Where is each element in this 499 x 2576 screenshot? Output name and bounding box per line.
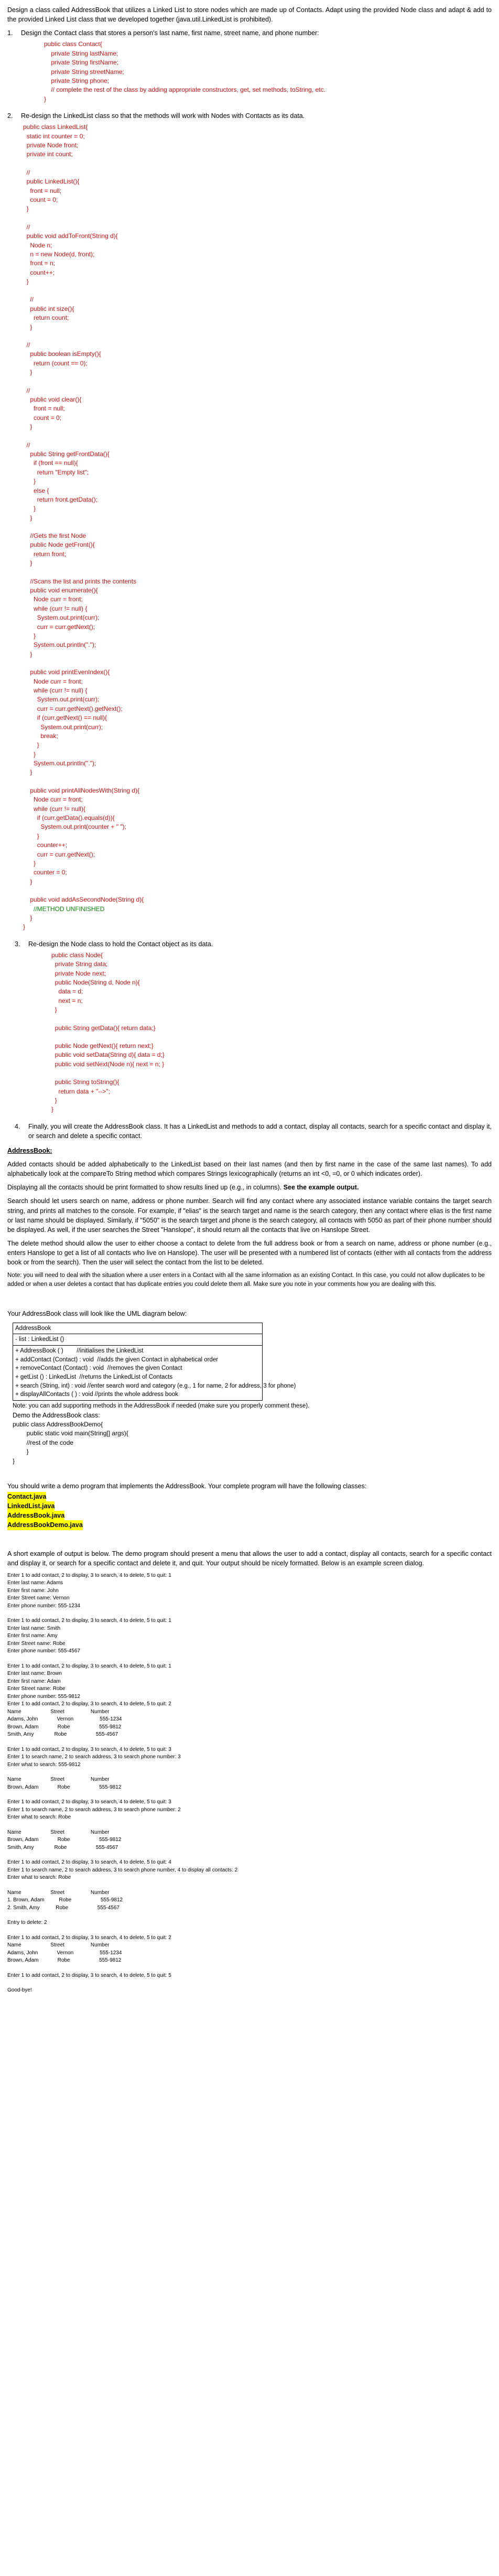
code-line — [51, 1033, 492, 1042]
transcript-line: Enter 1 to search name, 2 to search address, 3 to search phone number: 2 — [7, 1806, 181, 1813]
code-line — [23, 159, 492, 168]
code-line: count = 0; — [23, 414, 62, 421]
step-1 — [7, 28, 492, 38]
transcript-line: Enter first name: John — [7, 1587, 59, 1594]
class-file-name: AddressBookDemo.java — [7, 1520, 83, 1530]
code-line: if (curr.getNext() == null){ — [23, 714, 107, 722]
code-line: front = null; — [23, 187, 62, 194]
transcript-line: Enter 1 to add contact, 2 to display, 3 to search, 4 to delete, 5 to quit: 4 — [7, 1859, 171, 1866]
code-line: while (curr != null) { — [23, 686, 88, 694]
code-line: } — [23, 914, 32, 922]
code-line — [23, 214, 492, 223]
code-line: return front; — [23, 550, 67, 558]
code-line: // — [23, 341, 30, 349]
step-4-text: Finally, you will create the AddressBook class. It has a LinkedList and methods to add a contact, display all contacts, search for a specific contact and display it, or search and delete a specific contact. — [28, 1122, 492, 1140]
code-line: Node curr = front; — [23, 796, 83, 804]
code-line: public static void main(String[] args){ — [13, 1430, 128, 1437]
class-file-name: LinkedList.java — [7, 1501, 55, 1511]
transcript-line: Name Street Number — [7, 1829, 110, 1835]
transcript-line: Enter 1 to add contact, 2 to display, 3 to search, 4 to delete, 5 to quit: 1 — [7, 1618, 171, 1624]
transcript-line: Enter what to search: Robe — [7, 1875, 71, 1881]
uml-method: + AddressBook ( ) //initialises the LinkedList — [15, 1348, 144, 1355]
transcript-line: Entry to delete: 2 — [7, 1920, 47, 1926]
code-line: } — [13, 1448, 29, 1456]
code-line: public void clear(){ — [23, 396, 82, 403]
transcript-line: Enter last name: Adams — [7, 1580, 63, 1586]
code-line: // — [23, 441, 30, 449]
step-3 — [15, 939, 492, 949]
code-line: return count; — [23, 314, 69, 322]
code-line: private String lastName; — [44, 49, 118, 57]
transcript-block — [7, 1889, 492, 1912]
code-line: public Node getNext(){ return next;} — [51, 1042, 154, 1049]
code-line: System.out.print(curr); — [23, 614, 100, 622]
code-line: } — [23, 750, 36, 758]
linkedlist-class-code — [23, 123, 492, 932]
code-line: } — [23, 423, 32, 431]
transcript-line: Brown, Adam Robe 555-9812 — [7, 1957, 122, 1964]
addressbook-para-4: The delete method should allow the user to either choose a contact to delete from the full address book or from a search on name, address or phone number (e.g., enters Hanslope to get a list of all contacts who live on Hanslope). The user will be presented with a numbered list of contacts (either with all contacts from the address book or from the search). Then the user will select the contact from the list to be deleted. — [7, 1239, 492, 1267]
code-line: public class Node{ — [51, 951, 103, 959]
code-line: } — [23, 205, 29, 213]
transcript-block — [7, 1934, 492, 1965]
contact-class-code — [44, 40, 492, 104]
step-2-text: Re-design the LinkedList class so that the methods will work with Nodes with Contacts as its data. — [21, 112, 305, 120]
code-line: public void printAllNodesWith(String d){ — [23, 786, 140, 794]
transcript-line: Enter 1 to search name, 2 to search address, 3 to search phone number, 4 to display all contacts: 2 — [7, 1867, 238, 1873]
uml-method: + getList () : LinkedList //returns the LinkedList of Contacts — [15, 1374, 173, 1381]
code-line: counter++; — [23, 841, 68, 849]
code-line: } — [23, 650, 32, 658]
step-3-number: 3. — [15, 940, 20, 948]
code-line — [51, 1069, 492, 1078]
code-line: public void printEvenIndex(){ — [23, 668, 110, 676]
transcript-line: Enter phone number: 555-1234 — [7, 1603, 80, 1609]
transcript-line: Name Street Number — [7, 1942, 110, 1949]
transcript-line: Enter Street name: Robe — [7, 1640, 66, 1647]
transcript-line: 2. Smith, Amy Robe 555-4567 — [7, 1904, 120, 1911]
addressbook-para-1: Added contacts should be added alphabetically to the LinkedList based on their last names (and then by first name in the case of the same last names). To add alphabetically look at the compareTo String method which compares Strings lexicographically (returns an int <0, =0, or 0 which indicates order). — [7, 1161, 492, 1178]
example-transcript — [7, 1572, 492, 1995]
code-line — [23, 568, 492, 577]
code-line: } — [51, 1106, 54, 1113]
code-line: private String streetName; — [44, 68, 124, 75]
code-line: break; — [23, 732, 58, 740]
code-line: } — [13, 1457, 15, 1465]
code-line: curr = curr.getNext(); — [23, 850, 95, 858]
code-line: if (curr.getData().equals(d)){ — [23, 814, 115, 822]
code-line: public class LinkedList{ — [23, 123, 88, 131]
addressbook-para-2 — [7, 1183, 492, 1192]
transcript-line: Enter phone number: 555-9812 — [7, 1693, 80, 1700]
uml-methods — [13, 1346, 296, 1400]
transcript-block — [7, 1572, 492, 1610]
code-line: Node n; — [23, 241, 52, 249]
classes-intro: You should write a demo program that implements the AddressBook. Your complete program will have the following classes: — [7, 1482, 367, 1490]
transcript-line: Enter first name: Adam — [7, 1678, 61, 1684]
code-line: } — [23, 741, 39, 749]
transcript-line: Enter 1 to add contact, 2 to display, 3 to search, 4 to delete, 5 to quit: 3 — [7, 1746, 171, 1752]
transcript-line: Brown, Adam Robe 555-9812 — [7, 1784, 122, 1790]
code-line: private String phone; — [44, 77, 110, 84]
transcript-line: Smith, Amy Robe 555-4567 — [7, 1731, 118, 1738]
code-line: } — [23, 278, 29, 286]
code-line: // — [23, 386, 30, 394]
code-line: public class AddressBookDemo{ — [13, 1420, 103, 1428]
code-line: } — [51, 1006, 57, 1014]
node-class-code — [51, 951, 492, 1114]
intro-paragraph: Design a class called AddressBook that utilizes a Linked List to store nodes which are made up of Contacts. Adapt using the provided Node class and adapt & add to the provided Linked List class that we developed together (java.util.LinkedList is prohibited). — [7, 6, 492, 24]
code-line: public Node getFront(){ — [23, 541, 95, 549]
step-1-text: Design the Contact class that stores a person's last name, first name, street name, and phone number: — [21, 29, 319, 37]
uml-intro: Your AddressBook class will look like the UML diagram below: — [7, 1309, 187, 1317]
uml-class-name: AddressBook — [13, 1323, 262, 1335]
transcript-line: Adams, John Vernon 555-1234 — [7, 1716, 122, 1723]
classes-list — [7, 1492, 492, 1530]
code-line: public int size(){ — [23, 305, 74, 312]
code-line: public LinkedList(){ — [23, 178, 80, 186]
transcript-block — [7, 1859, 492, 1882]
addressbook-heading: AddressBook: — [7, 1146, 52, 1154]
transcript-block — [7, 1972, 492, 1980]
code-line: //Scans the list and prints the contents — [23, 577, 137, 585]
code-line: public void enumerate(){ — [23, 587, 98, 594]
code-line: } — [23, 923, 26, 931]
step-2-number: 2. — [7, 112, 13, 120]
uml-note: Note: you can add supporting methods in the AddressBook if needed (make sure you properly comment these). — [13, 1403, 310, 1410]
code-line: counter = 0; — [23, 869, 67, 876]
step-4-number: 4. — [15, 1122, 20, 1130]
transcript-block — [7, 1617, 492, 1655]
code-line: //METHOD UNFINISHED — [23, 905, 105, 913]
code-line: static int counter = 0; — [23, 132, 85, 140]
transcript-line: Enter 1 to add contact, 2 to display, 3 to search, 4 to delete, 5 to quit: 1 — [7, 1663, 171, 1669]
addressbook-para-2-text: Displaying all the contacts should be print formatted to show results lined up (e.g., in columns). — [7, 1184, 284, 1192]
uml-method: + removeContact (Contact) : void //removes the given Contact — [15, 1365, 182, 1372]
addressbook-para-2-emphasis: See the example output. — [283, 1184, 359, 1192]
transcript-line: Enter 1 to add contact, 2 to display, 3 to search, 4 to delete, 5 to quit: 2 — [7, 1701, 171, 1707]
step-1-number: 1. — [7, 29, 13, 37]
transcript-line: Enter last name: Smith — [7, 1625, 61, 1631]
code-line: return "Empty list"; — [23, 468, 89, 476]
transcript-block — [7, 1829, 492, 1852]
code-line: public String toString(){ — [51, 1078, 120, 1086]
code-line — [23, 377, 492, 386]
code-line: curr = curr.getNext().getNext(); — [23, 705, 123, 712]
code-line: } — [23, 769, 32, 776]
code-line: } — [23, 323, 32, 331]
code-line: private Node next; — [51, 969, 106, 977]
code-line: } — [23, 632, 36, 640]
code-line: System.out.println("."); — [23, 760, 96, 767]
code-line: count++; — [23, 268, 55, 276]
code-line: private String data; — [51, 960, 108, 968]
demo-class-code — [13, 1420, 492, 1466]
transcript-block — [7, 1799, 492, 1822]
transcript-line: Adams, John Vernon 555-1234 — [7, 1950, 122, 1956]
code-line: public String getFrontData(){ — [23, 450, 110, 458]
code-line: //rest of the code — [13, 1438, 74, 1446]
code-line: next = n; — [51, 997, 83, 1004]
code-line — [23, 332, 492, 341]
code-line: curr = curr.getNext(); — [23, 623, 95, 631]
code-line: return (count == 0); — [23, 359, 88, 367]
transcript-block — [7, 1776, 492, 1791]
transcript-block — [7, 1919, 492, 1927]
transcript-line: Enter what to search: Robe — [7, 1814, 71, 1821]
code-line: public class Contact{ — [44, 40, 102, 48]
code-line: System.out.print(counter + " "); — [23, 823, 126, 831]
transcript-line: Enter Street name: Robe — [7, 1686, 66, 1692]
code-line: public String getData(){ return data;} — [51, 1024, 156, 1032]
code-line: Node curr = front; — [23, 677, 83, 685]
step-4 — [15, 1122, 492, 1141]
addressbook-para-3: Search should let users search on name, address or phone number. Search will find any contact where any associated instance variable contains the target search string, and prints all matches to the console. For example, if "elias" is the search target and name is the search category, then any contact where elias is the first name or last name should be displayed. Similarly, if "5050" is the search target and phone is the search category, all contacts with 5050 as part of their phone number should be displayed. As well, if the user searches the Street "Hanslope", it should return all the contacts that live on Hanslope Street. — [7, 1197, 492, 1233]
transcript-block — [7, 1746, 492, 1769]
example-intro: A short example of output is below. The demo program should present a menu that allows the user to add a contact, display all contacts, search for a specific contact and display it, or search for a specific contact and delete it, and quit. Your output should be nicely formatted. Below is an example screen dialog. — [7, 1550, 492, 1567]
code-line: // — [23, 168, 30, 176]
addressbook-note: Note: you will need to deal with the situation where a user enters in a Contact with all the same information as an existing Contact. In this case, you could not allow duplicates to be added or when a user deletes a contact that has duplicate entries you could delete them all. Make sure you note in your comments how you are dealing with this. — [7, 1272, 485, 1287]
code-line: private String firstName; — [44, 59, 119, 67]
code-line: private int count; — [23, 150, 73, 158]
code-line: public void addToFront(String d){ — [23, 232, 118, 240]
code-line: System.out.println("."); — [23, 641, 96, 649]
code-line: return data + "-->"; — [51, 1087, 110, 1095]
transcript-line: Enter Street name: Vernon — [7, 1595, 70, 1601]
step-2 — [7, 111, 492, 121]
code-line: } — [23, 478, 36, 485]
code-line: while (curr != null){ — [23, 805, 86, 813]
transcript-line: Brown, Adam Robe 555-9812 — [7, 1724, 122, 1730]
code-line: public void setData(String d){ data = d;} — [51, 1051, 165, 1059]
code-line: // — [23, 296, 34, 304]
transcript-line: Name Street Number — [7, 1889, 110, 1896]
code-line: else { — [23, 486, 49, 494]
code-line: n = new Node(d, front); — [23, 250, 95, 258]
code-line: while (curr != null) { — [23, 604, 88, 612]
code-line: System.out.print(curr); — [23, 696, 100, 703]
code-line: if (front == null){ — [23, 459, 78, 467]
uml-attribute: - list : LinkedList () — [15, 1336, 64, 1343]
transcript-line: Enter 1 to add contact, 2 to display, 3 to search, 4 to delete, 5 to quit: 3 — [7, 1799, 171, 1805]
code-line — [51, 1015, 492, 1024]
code-line: public boolean isEmpty(){ — [23, 350, 101, 358]
step-3-text: Re-design the Node class to hold the Contact object as its data. — [28, 940, 213, 948]
code-line: public Node(String d, Node n){ — [51, 979, 140, 986]
transcript-line: Name Street Number — [7, 1708, 110, 1715]
transcript-block — [7, 1663, 492, 1739]
transcript-line: Brown, Adam Robe 555-9812 — [7, 1837, 122, 1843]
code-line: front = null; — [23, 405, 65, 413]
code-line — [23, 523, 492, 532]
code-line: } — [23, 514, 32, 522]
transcript-line: Name Street Number — [7, 1777, 110, 1783]
code-line: // complete the rest of the class by adding appropriate constructors, get, set methods, toString, etc. — [44, 86, 326, 94]
code-line: private Node front; — [23, 142, 79, 149]
class-file-name: Contact.java — [7, 1492, 46, 1501]
uml-method: + search (String, int) : void //enter search word and category (e.g., 1 for name, 2 for address, 3 for phone) — [15, 1382, 296, 1389]
transcript-line: Enter 1 to add contact, 2 to display, 3 to search, 4 to delete, 5 to quit: 2 — [7, 1934, 171, 1941]
code-line: public void setNext(Node n){ next = n; } — [51, 1060, 165, 1068]
code-line: } — [23, 505, 36, 513]
transcript-line: Enter 1 to add contact, 2 to display, 3 to search, 4 to delete, 5 to quit: 5 — [7, 1972, 171, 1978]
code-line — [23, 659, 492, 668]
transcript-line: Enter first name: Amy — [7, 1633, 58, 1639]
code-line: front = n; — [23, 259, 56, 267]
transcript-line: Enter last name: Brown — [7, 1671, 62, 1677]
class-file-name: AddressBook.java — [7, 1511, 64, 1520]
code-line: } — [51, 1096, 57, 1104]
code-line — [23, 886, 492, 895]
code-line: public void addAsSecondNode(String d){ — [23, 896, 144, 904]
uml-attributes — [13, 1334, 262, 1346]
transcript-line: Enter 1 to add contact, 2 to display, 3 to search, 4 to delete, 5 to quit: 1 — [7, 1572, 171, 1578]
transcript-block — [7, 1987, 492, 1995]
code-line: } — [23, 369, 32, 376]
code-line: Node curr = front; — [23, 596, 83, 603]
uml-diagram — [13, 1323, 296, 1401]
code-line: data = d; — [51, 988, 83, 995]
code-line — [23, 777, 492, 786]
code-line: } — [23, 832, 39, 840]
transcript-line: Enter what to search: 555-9812 — [7, 1761, 81, 1768]
uml-method: + addContact (Contact) : void //adds the given Contact in alphabetical order — [15, 1356, 219, 1363]
code-line: } — [23, 559, 32, 567]
transcript-line: Enter phone number: 555-4567 — [7, 1648, 80, 1654]
code-line: } — [44, 95, 47, 103]
transcript-line: 1. Brown, Adam Robe 555-9812 — [7, 1897, 123, 1903]
transcript-line: Smith, Amy Robe 555-4567 — [7, 1844, 118, 1850]
code-line: // — [23, 223, 30, 231]
code-line: System.out.print(curr); — [23, 723, 103, 731]
code-line: } — [23, 878, 32, 885]
code-line: //Gets the first Node — [23, 532, 86, 540]
transcript-line: Enter 1 to search name, 2 to search address, 3 to search phone number: 3 — [7, 1754, 181, 1760]
transcript-line: Good-bye! — [7, 1987, 32, 1994]
demo-label: Demo the AddressBook class: — [13, 1411, 100, 1419]
code-line: return front.getData(); — [23, 495, 98, 503]
uml-method: + displayAllContacts ( ) : void //prints the whole address book — [15, 1391, 178, 1398]
code-line: } — [23, 859, 36, 867]
code-line: count = 0; — [23, 196, 58, 203]
code-line — [23, 286, 492, 295]
code-line — [23, 432, 492, 441]
